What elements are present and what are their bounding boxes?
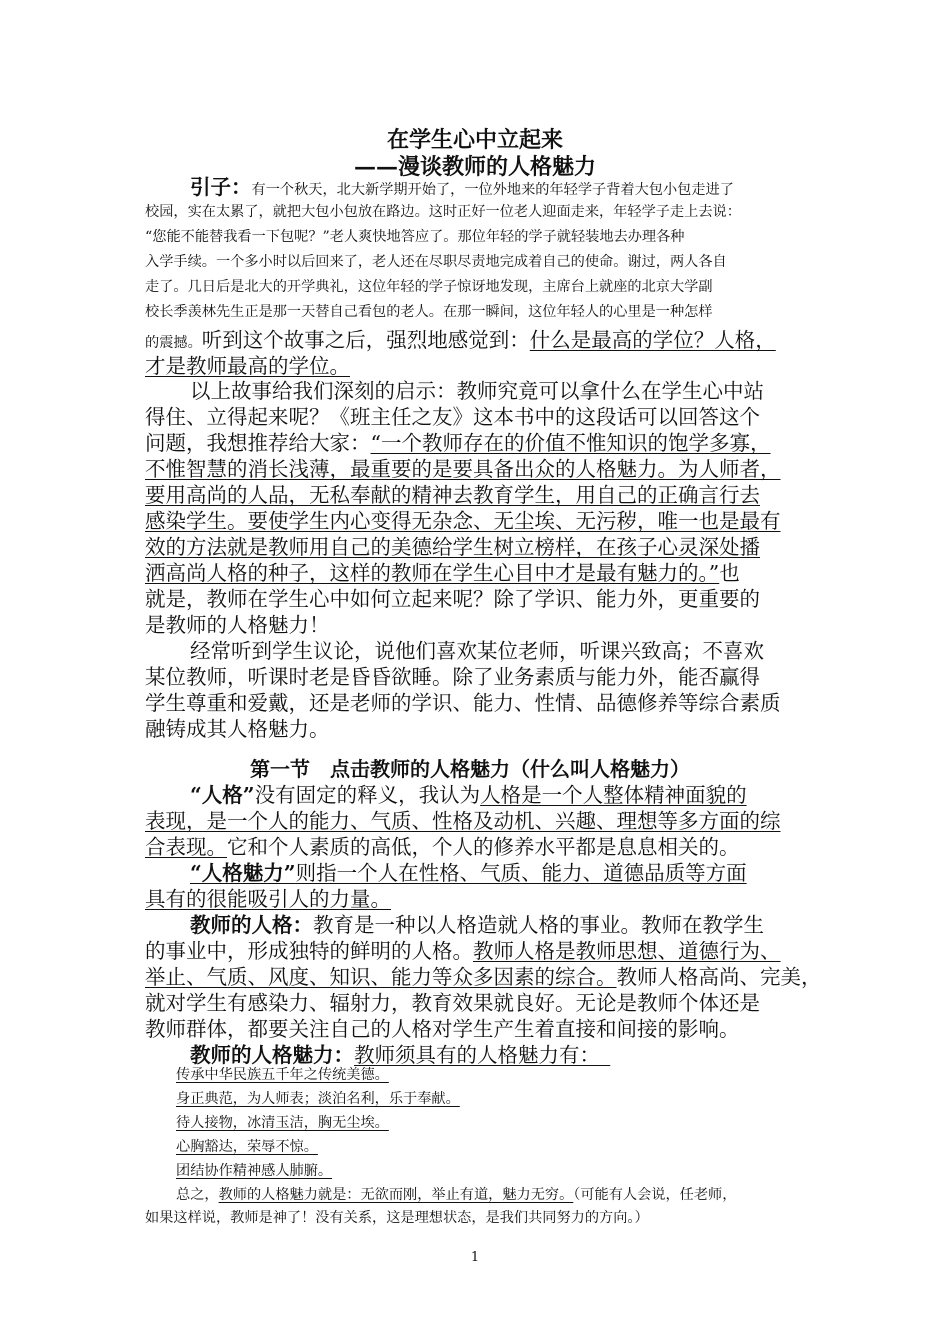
intro-line-4: 入学手续。一个多小时以后回来了，老人还在尽职尽责地完成着自己的使命。谢过，两人各自 (145, 254, 727, 270)
list-item: 传承中华民族五千年之传统美德。 (176, 1067, 389, 1083)
s1-p3-line-3: 举止、气质、风度、知识、能力等众多因素的综合。教师人格高尚、完美， (145, 965, 822, 989)
intro-line-2: 校园，实在太累了，就把大包小包放在路边。这时正好一位老人迎面走来，年轻学子走上去说： (145, 204, 741, 220)
intro-line-7: 的震撼。听到这个故事之后，强烈地感觉到：什么是最高的学位？人格， (145, 328, 776, 352)
s1-p4-line-1: 教师的人格魅力：教师须具有的人格魅力有： (190, 1043, 611, 1067)
intro-line-3: “您能不能替我看一下包呢？”老人爽快地答应了。那位年轻的学子就轻装地去办理各种 (145, 229, 685, 245)
s1-p1-line-2: 表现，是一个人的能力、气质、性格及动机、兴趣、理想等多方面的综 (145, 809, 781, 833)
page-number: 1 (470, 1250, 480, 1265)
para3-line-2: 某位教师，听课时老是昏昏欲睡。除了业务素质与能力外，能否赢得 (145, 665, 760, 689)
para2-line-10: 是教师的人格魅力！ (145, 613, 330, 637)
s1-p3-line-1: 教师的人格：教育是一种以人格造就人格的事业。教师在教学生 (190, 913, 764, 937)
list-item: 待人接物，冰清玉洁，胸无尘埃。 (176, 1115, 389, 1131)
list-item: 心胸豁达，荣辱不惊。 (176, 1139, 318, 1155)
para2-line-5: 要用高尚的人品，无私奉献的精神去教育学生，用自己的正确言行去 (145, 483, 760, 507)
list-item: 团结协作精神感人肺腑。 (176, 1163, 333, 1179)
s1-p2-line-2: 具有的很能吸引人的力量。 (145, 887, 391, 911)
highlight-text: 什么是最高的学位？人格， (529, 328, 776, 352)
para2-line-7: 效的方法就是教师用自己的美德给学生树立榜样，在孩子心灵深处播 (145, 535, 760, 559)
para2-line-1: 以上故事给我们深刻的启示：教师究竟可以拿什么在学生心中站 (190, 379, 764, 403)
para2-line-6: 感染学生。要使学生内心变得无杂念、无尘埃、无污秽，唯一也是最有 (145, 509, 781, 533)
page-subtitle: ——漫谈教师的人格魅力 (353, 154, 596, 180)
summary-line-2: 如果这样说，教师是神了！没有关系，这是理想状态，是我们共同努力的方向。） (145, 1210, 649, 1226)
intro-line-6: 校长季羡林先生正是那一天替自己看包的老人。在那一瞬间，这位年轻人的心里是一种怎样 (145, 304, 713, 320)
intro-line-8: 才是教师最高的学位。 (145, 354, 350, 378)
para2-line-2: 得住、立得起来呢？《班主任之友》这本书中的这段话可以回答这个 (145, 405, 760, 429)
para3-line-4: 融铸成其人格魅力。 (145, 717, 330, 741)
para3-line-1: 经常听到学生议论，说他们喜欢某位老师，听课兴致高；不喜欢 (190, 639, 764, 663)
para2-line-4: 不惟智慧的消长浅薄，最重要的是要具备出众的人格魅力。为人师者， (145, 457, 781, 481)
para2-line-3: 问题，我想推荐给大家：“一个教师存在的价值不惟知识的饱学多寡， (145, 431, 771, 455)
intro-label: 引子： (190, 175, 252, 199)
para2-line-8: 洒高尚人格的种子，这样的教师在学生心目中才是最有魅力的。”也 (145, 561, 740, 585)
para2-line-9: 就是，教师在学生心中如何立起来呢？除了学识、能力外，更重要的 (145, 587, 760, 611)
s1-p2-line-1: “人格魅力”则指一个人在性格、气质、能力、道德品质等方面 (190, 861, 747, 885)
s1-p1-line-3: 合表现。它和个人素质的高低，个人的修养水平都是息息相关的。 (145, 835, 740, 859)
intro-line-5: 走了。几日后是北大的开学典礼，这位年轻的学子惊讶地发现，主席台上就座的北京大学副 (145, 279, 713, 295)
section-heading: 第一节 点击教师的人格魅力（什么叫人格魅力） (250, 757, 690, 781)
intro-line-1: 引子：有一个秋天，北大新学期开始了，一位外地来的年轻学子背着大包小包走进了 (190, 175, 734, 199)
page-title: 在学生心中立起来 (386, 127, 563, 153)
s1-p3-line-4: 就对学生有感染力、辐射力，教育效果就良好。无论是教师个体还是 (145, 991, 760, 1015)
summary-line-1: 总之，教师的人格魅力就是：无欲而刚，举止有道，魅力无穷。（可能有人会说，任老师， (176, 1187, 737, 1203)
para3-line-3: 学生尊重和爱戴，还是老师的学识、能力、性情、品德修养等综合素质 (145, 691, 781, 715)
list-item: 身正典范，为人师表；淡泊名利，乐于奉献。 (176, 1091, 460, 1107)
s1-p3-line-2: 的事业中，形成独特的鲜明的人格。教师人格是教师思想、道德行为、 (145, 939, 781, 963)
s1-p1-line-1: “人格”没有固定的释义，我认为人格是一个人整体精神面貌的 (190, 783, 747, 807)
s1-p3-line-5: 教师群体，都要关注自己的人格对学生产生着直接和间接的影响。 (145, 1017, 740, 1041)
